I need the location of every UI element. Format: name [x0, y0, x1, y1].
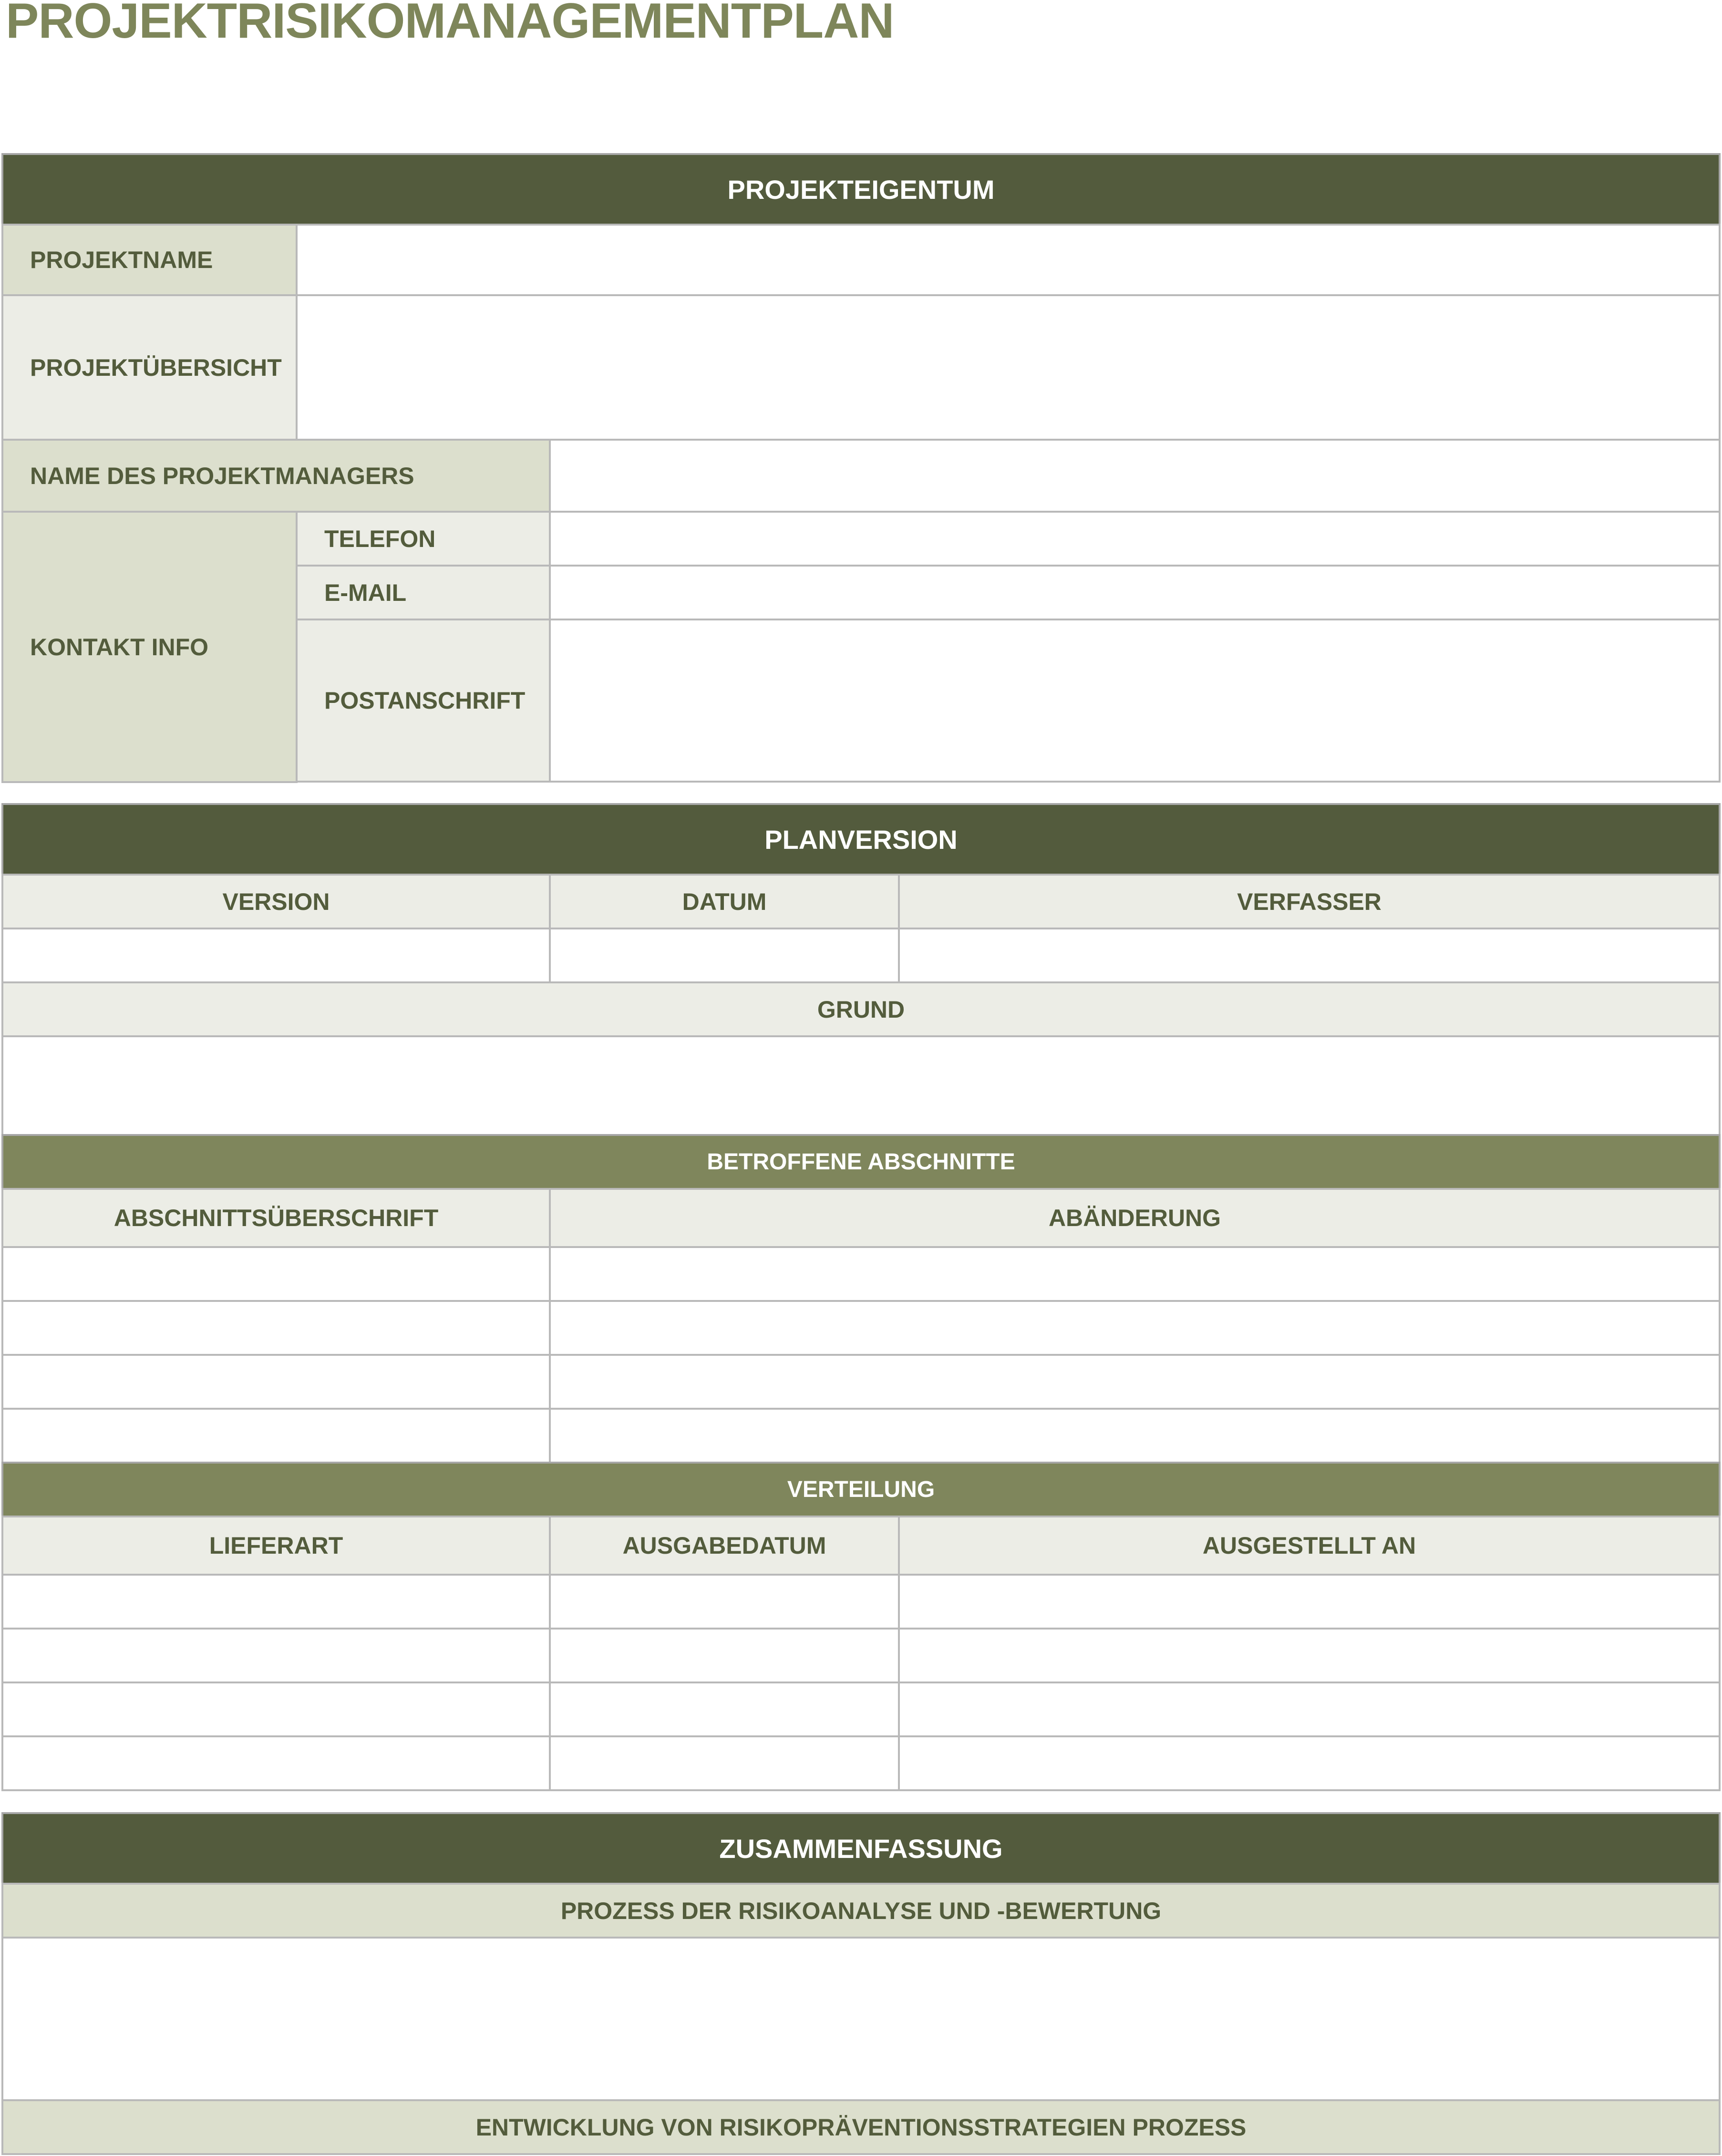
phone-label: TELEFON: [296, 511, 551, 567]
risk-analysis-field[interactable]: [1, 1937, 1721, 2101]
version-column-header: VERSION: [1, 874, 551, 929]
modification-cell[interactable]: [549, 1246, 1721, 1302]
reason-field[interactable]: [1, 1035, 1721, 1136]
section-heading-cell[interactable]: [1, 1300, 551, 1356]
affected-sections-header: BETROFFENE ABSCHNITTE: [1, 1134, 1721, 1190]
address-label: POSTANSCHRIFT: [296, 619, 551, 783]
issued-to-cell[interactable]: [898, 1681, 1721, 1737]
project-manager-field[interactable]: [549, 439, 1721, 513]
issue-date-cell[interactable]: [549, 1735, 900, 1791]
project-manager-label: NAME DES PROJEKTMANAGERS: [1, 439, 551, 513]
contact-info-label: KONTAKT INFO: [1, 511, 298, 783]
issue-date-cell[interactable]: [549, 1681, 900, 1737]
issued-to-cell[interactable]: [898, 1574, 1721, 1630]
address-field[interactable]: [549, 619, 1721, 783]
modification-column-header: ABÄNDERUNG: [549, 1188, 1721, 1248]
issued-to-cell[interactable]: [898, 1628, 1721, 1683]
plan-version-section-header: PLANVERSION: [1, 803, 1721, 876]
section-heading-column-header: ABSCHNITTSÜBERSCHRIFT: [1, 1188, 551, 1248]
project-name-label: PROJEKTNAME: [1, 224, 298, 296]
email-field[interactable]: [549, 565, 1721, 620]
project-name-field[interactable]: [296, 224, 1721, 296]
date-field[interactable]: [549, 928, 900, 983]
section-heading-cell[interactable]: [1, 1354, 551, 1410]
section-heading-cell[interactable]: [1, 1408, 551, 1464]
distribution-header: VERTEILUNG: [1, 1462, 1721, 1517]
delivery-type-column-header: LIEFERART: [1, 1516, 551, 1576]
delivery-type-cell[interactable]: [1, 1681, 551, 1737]
delivery-type-cell[interactable]: [1, 1574, 551, 1630]
project-overview-field[interactable]: [296, 294, 1721, 441]
email-label: E-MAIL: [296, 565, 551, 620]
page-title: PROJEKTRISIKOMANAGEMENTPLAN: [6, 0, 894, 49]
phone-field[interactable]: [549, 511, 1721, 567]
ownership-section-header: PROJEKTEIGENTUM: [1, 153, 1721, 226]
prevention-strategy-header: ENTWICKLUNG VON RISIKOPRÄVENTIONSSTRATEGIEN PROZESS: [1, 2099, 1721, 2155]
issue-date-cell[interactable]: [549, 1628, 900, 1683]
modification-cell[interactable]: [549, 1408, 1721, 1464]
author-field[interactable]: [898, 928, 1721, 983]
issue-date-cell[interactable]: [549, 1574, 900, 1630]
author-column-header: VERFASSER: [898, 874, 1721, 929]
section-heading-cell[interactable]: [1, 1246, 551, 1302]
issue-date-column-header: AUSGABEDATUM: [549, 1516, 900, 1576]
modification-cell[interactable]: [549, 1354, 1721, 1410]
project-overview-label: PROJEKTÜBERSICHT: [1, 294, 298, 441]
delivery-type-cell[interactable]: [1, 1735, 551, 1791]
issued-to-column-header: AUSGESTELLT AN: [898, 1516, 1721, 1576]
summary-section-header: ZUSAMMENFASSUNG: [1, 1812, 1721, 1885]
delivery-type-cell[interactable]: [1, 1628, 551, 1683]
modification-cell[interactable]: [549, 1300, 1721, 1356]
date-column-header: DATUM: [549, 874, 900, 929]
risk-analysis-header: PROZESS DER RISIKOANALYSE UND -BEWERTUNG: [1, 1883, 1721, 1939]
issued-to-cell[interactable]: [898, 1735, 1721, 1791]
reason-header: GRUND: [1, 981, 1721, 1037]
version-field[interactable]: [1, 928, 551, 983]
